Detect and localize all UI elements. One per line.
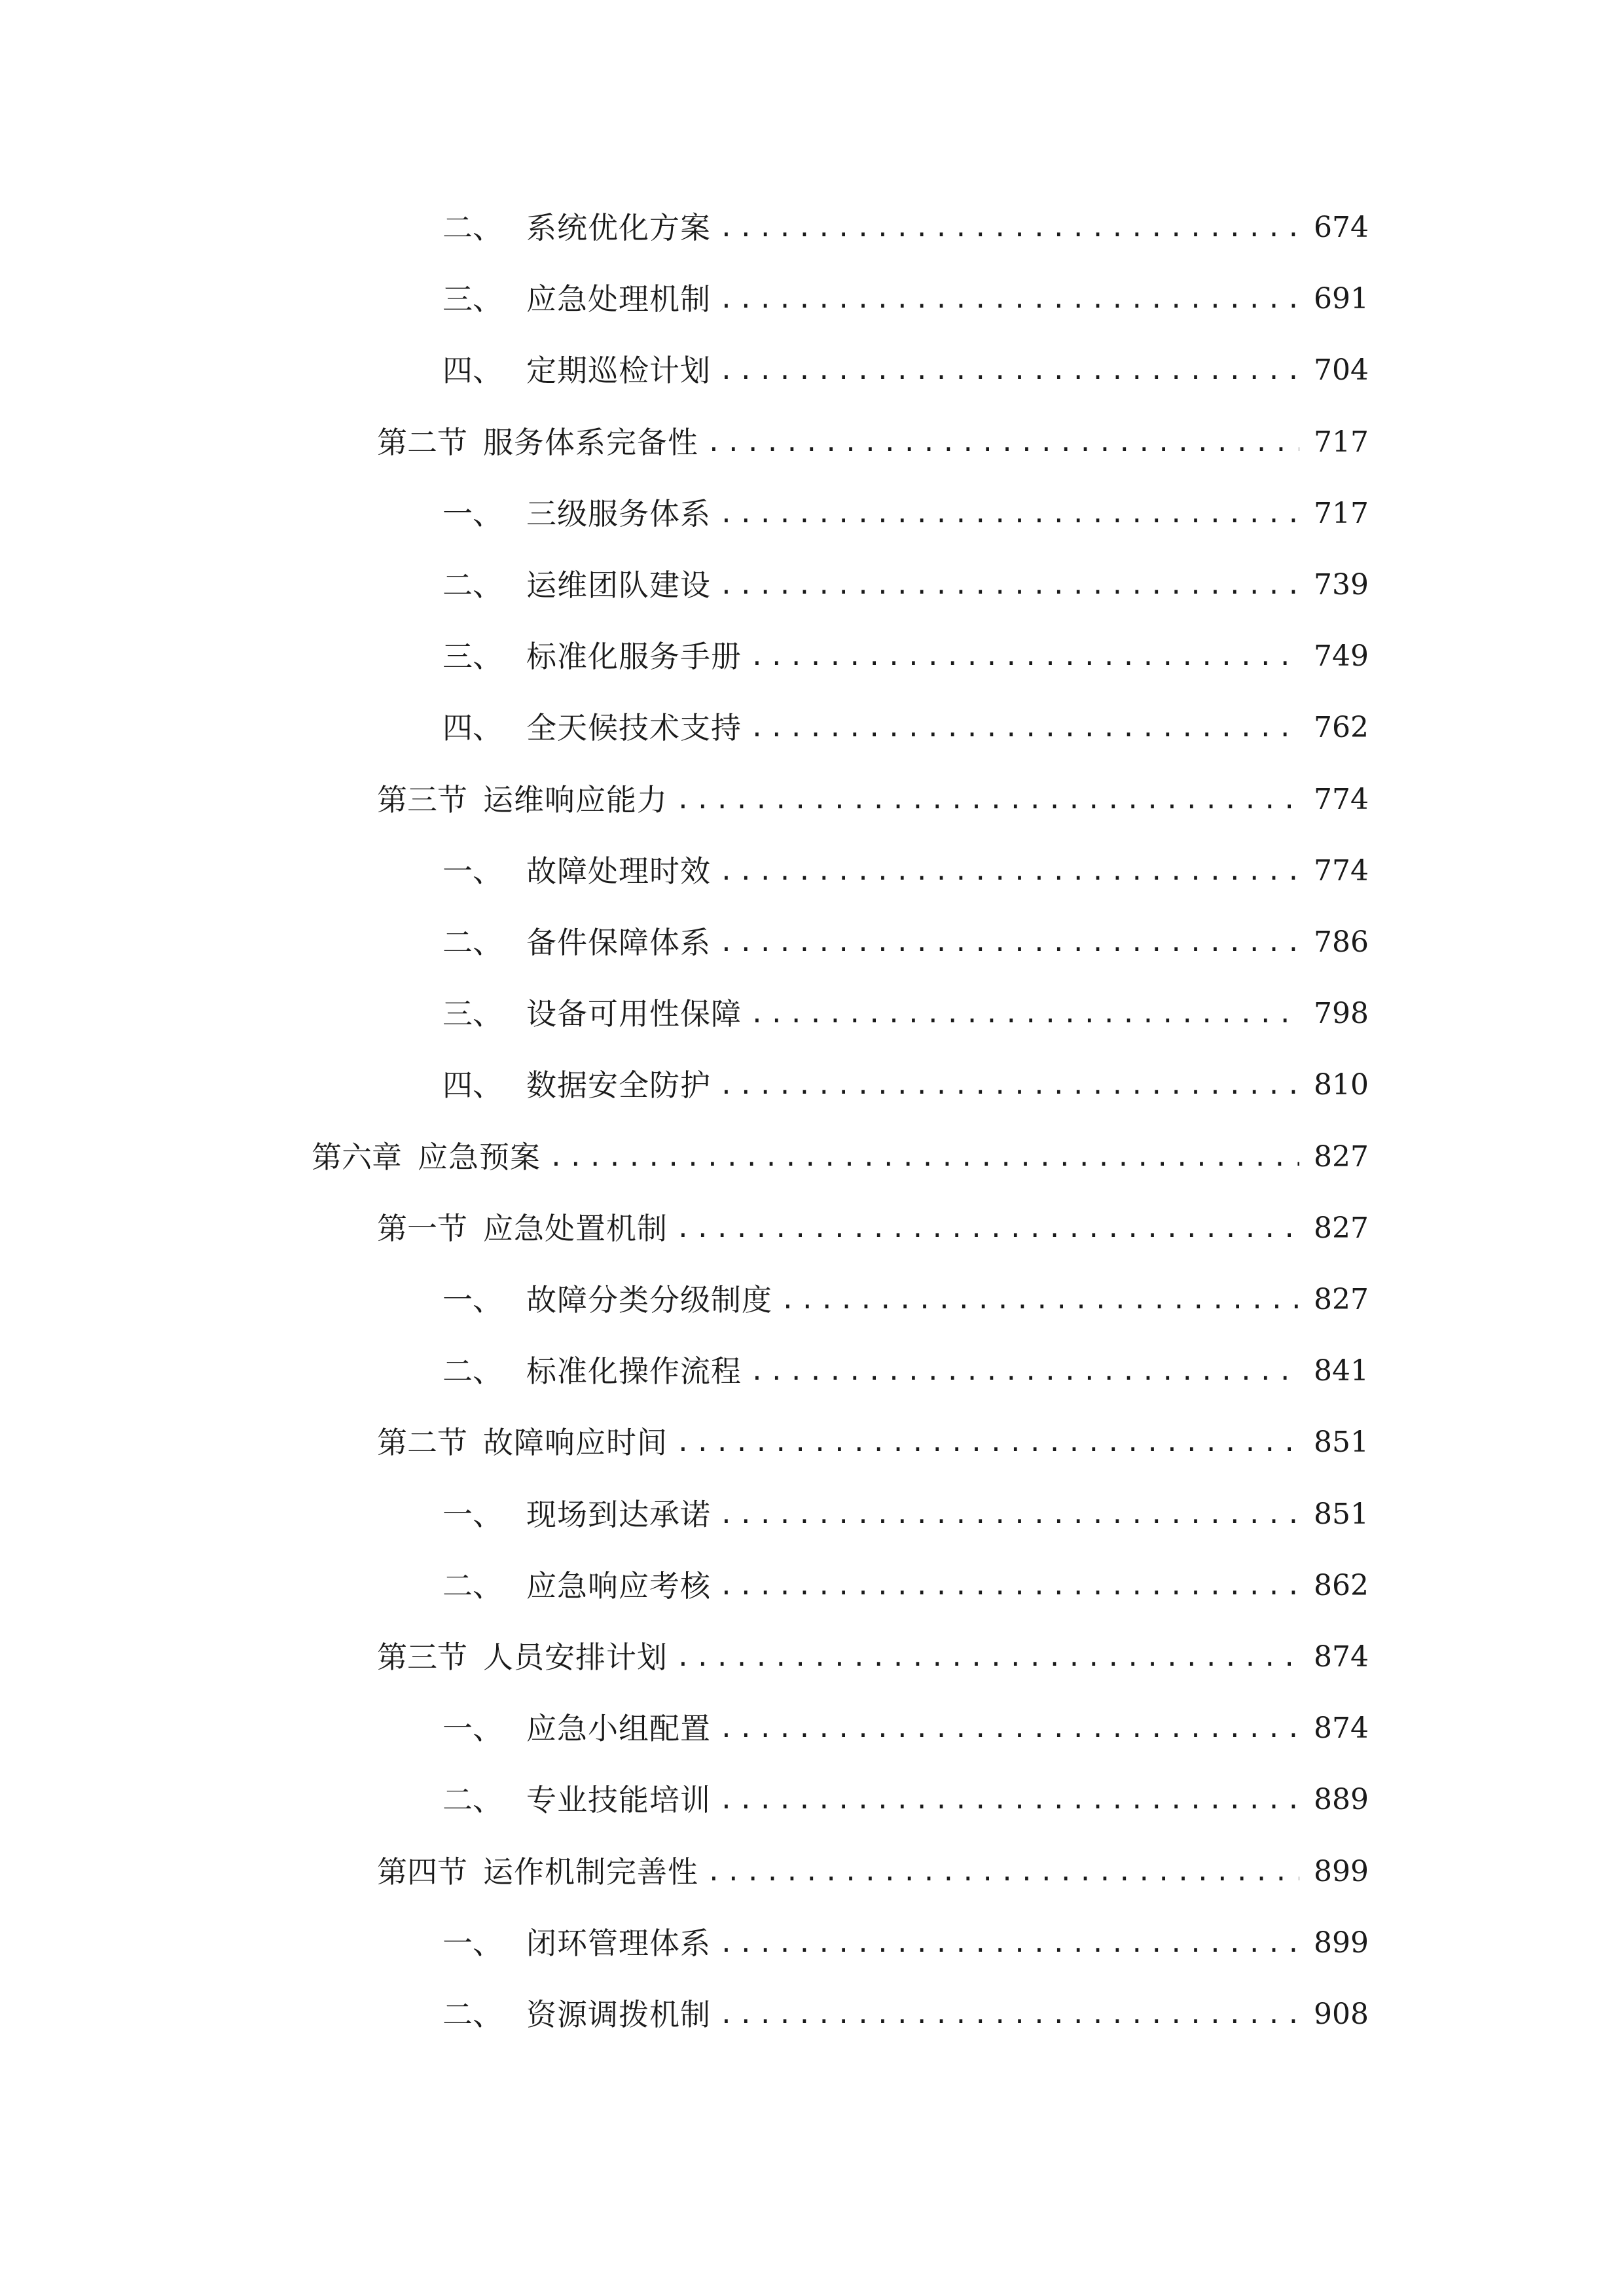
- toc-entry[interactable]: [377, 1631, 1369, 1683]
- toc-entry-title: 故障响应时间: [483, 1425, 668, 1460]
- toc-page-number: 841: [1314, 1354, 1369, 1388]
- toc-entry-title: 应急小组配置: [526, 1711, 711, 1746]
- toc-page-number: 774: [1314, 783, 1369, 816]
- toc-entry-title: 故障处理时效: [526, 853, 711, 889]
- toc-page-number: 810: [1314, 1068, 1369, 1102]
- toc-entry[interactable]: [442, 630, 1369, 683]
- toc-dot-leader: [719, 1917, 1299, 1969]
- toc-entry-title: 备件保障体系: [526, 925, 711, 960]
- toc-page-number: 691: [1314, 282, 1369, 315]
- toc-page-number: 862: [1314, 1569, 1369, 1602]
- toc-entry-title: 系统优化方案: [526, 210, 711, 245]
- toc-dot-leader: [719, 559, 1299, 611]
- toc-entry[interactable]: [377, 416, 1369, 469]
- toc-entry-number: 第三节: [377, 1640, 467, 1675]
- toc-entry[interactable]: [377, 774, 1369, 826]
- toc-entry-number: 二、: [442, 925, 503, 960]
- toc-entry-title: 运维响应能力: [483, 782, 668, 817]
- toc-entry-number: 第二节: [377, 425, 467, 460]
- toc-entry-number: 第三节: [377, 782, 467, 817]
- toc-dot-leader: [676, 774, 1299, 826]
- toc-dot-leader: [719, 916, 1299, 969]
- toc-entry-title: 服务体系完备性: [483, 425, 698, 460]
- toc-entry[interactable]: [442, 1988, 1369, 2041]
- toc-entry-title: 定期巡检计划: [526, 353, 711, 388]
- toc-entry[interactable]: [442, 1917, 1369, 1969]
- toc-dot-leader: [719, 1988, 1299, 2041]
- toc-dot-leader: [719, 1774, 1299, 1826]
- toc-dot-leader: [719, 273, 1299, 325]
- toc-entry[interactable]: [442, 202, 1369, 254]
- toc-dot-leader: [676, 1202, 1299, 1255]
- toc-entry-number: 四、: [442, 1067, 503, 1103]
- toc-page-number: 704: [1314, 353, 1369, 387]
- toc-dot-leader: [780, 1274, 1299, 1326]
- toc-page-number: 739: [1314, 568, 1369, 601]
- toc-entry-title: 专业技能培训: [526, 1782, 711, 1818]
- toc-entry[interactable]: [442, 1345, 1369, 1397]
- toc-entry-number: 一、: [442, 1497, 503, 1532]
- toc-entry[interactable]: [312, 1131, 1369, 1183]
- toc-entry-title: 三级服务体系: [526, 496, 711, 531]
- toc-entry-title: 故障分类分级制度: [526, 1282, 772, 1318]
- toc-entry-number: 二、: [442, 210, 503, 245]
- toc-dot-leader: [719, 1059, 1299, 1111]
- toc-page-number: 749: [1314, 639, 1369, 673]
- toc-entry-number: 三、: [442, 996, 503, 1031]
- toc-entry-number: 第四节: [377, 1854, 467, 1890]
- toc-entry-title: 现场到达承诺: [526, 1497, 711, 1532]
- toc-entry-number: 四、: [442, 353, 503, 388]
- toc-entry[interactable]: [442, 988, 1369, 1040]
- toc-page-number: 786: [1314, 925, 1369, 959]
- toc-page-number: 717: [1314, 497, 1369, 530]
- toc-entry[interactable]: [442, 845, 1369, 897]
- toc-page-number: 827: [1314, 1211, 1369, 1245]
- toc-entry-number: 四、: [442, 710, 503, 745]
- toc-page-number: 851: [1314, 1498, 1369, 1531]
- toc-entry-number: 三、: [442, 639, 503, 674]
- toc-entry-number: 二、: [442, 1354, 503, 1389]
- toc-entry[interactable]: [442, 559, 1369, 611]
- toc-entry[interactable]: [442, 916, 1369, 969]
- toc-page-number: 774: [1314, 854, 1369, 888]
- toc-dot-leader: [719, 1702, 1299, 1755]
- toc-entry[interactable]: [442, 1702, 1369, 1755]
- toc-entry-title: 应急处理机制: [526, 281, 711, 317]
- toc-dot-leader: [676, 1416, 1299, 1469]
- toc-entry[interactable]: [442, 488, 1369, 540]
- toc-entry-number: 一、: [442, 1711, 503, 1746]
- toc-entry[interactable]: [442, 1774, 1369, 1826]
- toc-entry[interactable]: [442, 1274, 1369, 1326]
- toc-entry-number: 二、: [442, 1997, 503, 2032]
- toc-entry[interactable]: [442, 344, 1369, 397]
- toc-entry-number: 一、: [442, 1926, 503, 1961]
- toc-entry[interactable]: [442, 1560, 1369, 1612]
- toc-dot-leader: [749, 630, 1299, 683]
- toc-dot-leader: [719, 344, 1299, 397]
- toc-dot-leader: [719, 845, 1299, 897]
- toc-entry-number: 第二节: [377, 1425, 467, 1460]
- toc-dot-leader: [719, 1560, 1299, 1612]
- toc-entry-number: 一、: [442, 496, 503, 531]
- toc-entry-title: 运维团队建设: [526, 567, 711, 603]
- toc-page-number: 874: [1314, 1640, 1369, 1674]
- toc-entry[interactable]: [442, 273, 1369, 325]
- toc-dot-leader: [719, 488, 1299, 540]
- toc-entry[interactable]: [377, 1846, 1369, 1898]
- toc-entry-title: 标准化服务手册: [526, 639, 742, 674]
- toc-dot-leader: [719, 1488, 1299, 1541]
- toc-page-number: 827: [1314, 1140, 1369, 1174]
- toc-entry-title: 应急处置机制: [483, 1211, 668, 1246]
- toc-page-number: 798: [1314, 997, 1369, 1030]
- toc-entry-title: 人员安排计划: [483, 1640, 668, 1675]
- toc-dot-leader: [549, 1131, 1299, 1183]
- toc-entry-number: 第一节: [377, 1211, 467, 1246]
- toc-entry-title: 运作机制完善性: [483, 1854, 698, 1890]
- toc-entry-number: 一、: [442, 853, 503, 889]
- toc-entry-number: 二、: [442, 567, 503, 603]
- toc-page-number: 762: [1314, 711, 1369, 744]
- toc-entry[interactable]: [442, 1488, 1369, 1541]
- toc-dot-leader: [706, 1846, 1299, 1898]
- toc-entry-number: 二、: [442, 1782, 503, 1818]
- toc-dot-leader: [749, 1345, 1299, 1397]
- toc-page-number: 899: [1314, 1926, 1369, 1960]
- toc-entry[interactable]: [442, 1059, 1369, 1111]
- toc-page-number: 874: [1314, 1712, 1369, 1745]
- toc-dot-leader: [749, 988, 1299, 1040]
- toc-dot-leader: [676, 1631, 1299, 1683]
- toc-entry[interactable]: [377, 1416, 1369, 1469]
- toc-entry-title: 全天候技术支持: [526, 710, 742, 745]
- toc-page-number: 827: [1314, 1283, 1369, 1316]
- toc-entry-number: 一、: [442, 1282, 503, 1318]
- toc-entry-title: 闭环管理体系: [526, 1926, 711, 1961]
- toc-page-number: 717: [1314, 425, 1369, 459]
- toc-dot-leader: [706, 416, 1299, 469]
- toc-page-number: 889: [1314, 1783, 1369, 1816]
- toc-entry-title: 资源调拨机制: [526, 1997, 711, 2032]
- toc-entry-title: 应急响应考核: [526, 1568, 711, 1604]
- toc-page-number: 851: [1314, 1426, 1369, 1459]
- toc-page-number: 674: [1314, 211, 1369, 244]
- toc-entry-title: 数据安全防护: [526, 1067, 711, 1103]
- toc-dot-leader: [749, 702, 1299, 754]
- toc-page-number: 908: [1314, 1998, 1369, 2031]
- toc-entry-title: 设备可用性保障: [526, 996, 742, 1031]
- toc-page-number: 899: [1314, 1855, 1369, 1888]
- toc-dot-leader: [719, 202, 1299, 254]
- toc-entry-number: 第六章: [312, 1139, 402, 1175]
- toc-entry-number: 二、: [442, 1568, 503, 1604]
- toc-entry[interactable]: [442, 702, 1369, 754]
- toc-entry-number: 三、: [442, 281, 503, 317]
- toc-entry-title: 应急预案: [418, 1139, 541, 1175]
- toc-entry[interactable]: [377, 1202, 1369, 1255]
- toc-entry-title: 标准化操作流程: [526, 1354, 742, 1389]
